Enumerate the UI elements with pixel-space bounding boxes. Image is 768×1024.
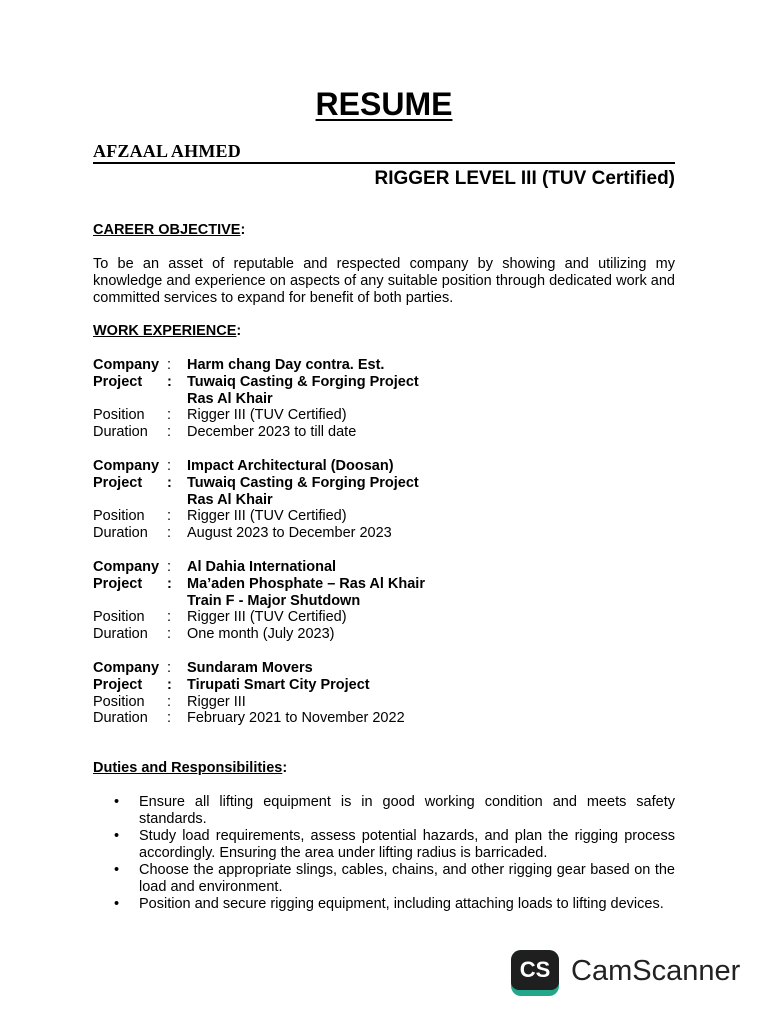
job-position-row: Position : Rigger III xyxy=(93,694,675,711)
list-item: • Study load requirements, assess potential hazards, and plan the rigging process accordingly. Ensuring the area under lifting radius is barricaded. xyxy=(93,828,675,862)
job-company: Impact Architectural (Doosan) xyxy=(187,458,394,474)
candidate-role: RIGGER LEVEL III (TUV Certified) xyxy=(374,168,675,189)
job-duration-row: Duration : December 2023 to till date xyxy=(93,424,675,441)
job-duration: February 2021 to November 2022 xyxy=(187,710,405,727)
job-position-row: Position : Rigger III (TUV Certified) xyxy=(93,609,675,626)
job-project-row: Project : Ma’aden Phosphate – Ras Al Khair Train F - Major Shutdown xyxy=(93,576,675,610)
job-project: Ma’aden Phosphate – Ras Al Khair Train F - Major Shutdown xyxy=(187,575,425,609)
job-position: Rigger III (TUV Certified) xyxy=(187,508,347,525)
job-duration: December 2023 to till date xyxy=(187,424,357,441)
job-project: Tuwaiq Casting & Forging Project Ras Al Khair xyxy=(187,373,419,407)
job-entry xyxy=(93,458,675,542)
job-duration-row: Duration : February 2021 to November 2022 xyxy=(93,710,675,727)
job-entry xyxy=(93,357,675,441)
duties-list xyxy=(93,794,675,913)
job-duration: August 2023 to December 2023 xyxy=(187,525,392,542)
job-project-row: Project : Tuwaiq Casting & Forging Project Ras Al Khair xyxy=(93,475,675,509)
job-company-row: Company : Sundaram Movers xyxy=(93,660,675,677)
job-company: Sundaram Movers xyxy=(187,660,313,676)
job-duration-row: Duration : August 2023 to December 2023 xyxy=(93,525,675,542)
job-position: Rigger III xyxy=(187,693,246,710)
job-entry xyxy=(93,660,675,727)
job-duration-row: Duration : One month (July 2023) xyxy=(93,626,675,643)
duties-heading: Duties and Responsibilities: xyxy=(93,760,288,776)
work-experience-heading: WORK EXPERIENCE: xyxy=(93,323,242,339)
career-objective-text: To be an asset of reputable and respected company by showing and utilizing my knowledge and experience on aspects of any suitable position through dedicated work and committed services to expand for benefit of both parties. xyxy=(93,256,675,306)
job-project: Tirupati Smart City Project xyxy=(187,676,370,693)
job-company-row: Company : Harm chang Day contra. Est. xyxy=(93,357,675,374)
list-item: • Position and secure rigging equipment, including attaching loads to lifting devices. xyxy=(93,896,675,913)
list-item: • Choose the appropriate slings, cables, chains, and other rigging gear based on the load and environment. xyxy=(93,862,675,896)
camscanner-logo-icon: CS xyxy=(511,950,559,996)
job-duration: One month (July 2023) xyxy=(187,626,335,643)
job-project: Tuwaiq Casting & Forging Project Ras Al Khair xyxy=(187,474,419,508)
list-item: • Ensure all lifting equipment is in good working condition and meets safety standards. xyxy=(93,794,675,828)
job-position: Rigger III (TUV Certified) xyxy=(187,609,347,626)
job-position-row: Position : Rigger III (TUV Certified) xyxy=(93,508,675,525)
job-company-row: Company : Al Dahia International xyxy=(93,559,675,576)
career-objective-heading: CAREER OBJECTIVE: xyxy=(93,222,246,238)
job-position: Rigger III (TUV Certified) xyxy=(187,407,347,424)
camscanner-watermark-text: CamScanner xyxy=(571,955,741,987)
job-company-row: Company : Impact Architectural (Doosan) xyxy=(93,458,675,475)
job-entry xyxy=(93,559,675,643)
job-project-row: Project : Tuwaiq Casting & Forging Project Ras Al Khair xyxy=(93,374,675,408)
job-project-row: Project : Tirupati Smart City Project xyxy=(93,677,675,694)
page-title: RESUME xyxy=(315,86,453,122)
job-position-row: Position : Rigger III (TUV Certified) xyxy=(93,407,675,424)
candidate-name: AFZAAL AHMED xyxy=(93,141,241,161)
job-company: Al Dahia International xyxy=(187,559,337,575)
job-company: Harm chang Day contra. Est. xyxy=(187,357,385,373)
header-divider xyxy=(93,162,675,164)
